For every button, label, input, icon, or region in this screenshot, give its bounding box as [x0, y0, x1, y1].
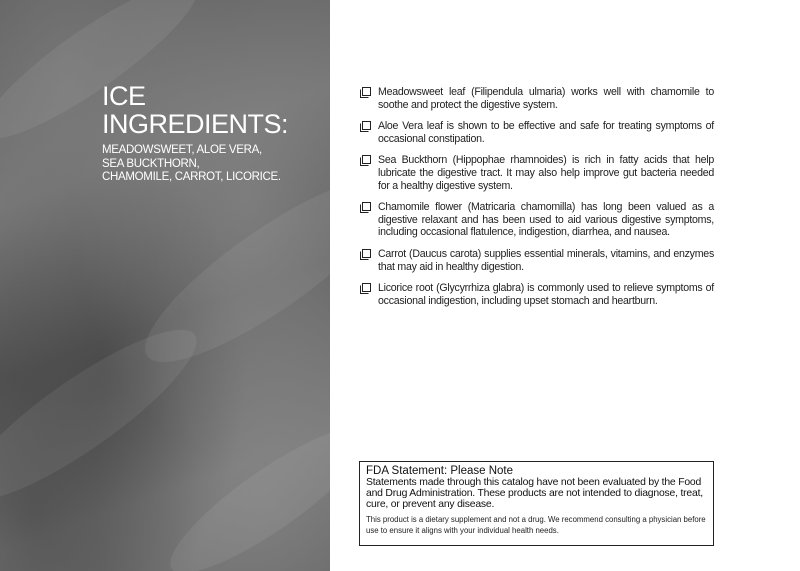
checkbox-icon [360, 155, 371, 166]
textured-side-panel [0, 0, 330, 571]
checkbox-icon [360, 249, 371, 260]
ingredient-summary [102, 144, 322, 185]
summary-line: SEA BUCKTHORN, [102, 157, 200, 170]
ingredient-text: Sea Buckthorn (Hippophae rhamnoides) is rich in fatty acids that help lubricate the digestive tract. It may also help improve gut bacteria needed for a healthy digestive system. [378, 154, 714, 192]
list-item [360, 248, 714, 273]
checkbox-icon [360, 87, 371, 98]
ingredient-text: Chamomile flower (Matricaria chamomilla) has long been valued as a digestive relaxant and has been used to aid various digestive symptoms, including occasional flatulence, indigestion, diarrhea, and nausea. [378, 201, 714, 239]
checkbox-icon [360, 202, 371, 213]
fda-statement-box [359, 461, 714, 546]
ingredient-text: Meadowsweet leaf (Filipendula ulmaria) works well with chamomile to soothe and protect the digestive system. [378, 86, 714, 111]
list-item [360, 154, 714, 192]
title-line-1: ICE [102, 81, 146, 111]
page-title [102, 82, 322, 138]
fda-disclaimer: This product is a dietary supplement and not a drug. We recommend consulting a physician before use to ensure it aligns with your individual health needs. [366, 515, 706, 535]
list-item [360, 201, 714, 239]
ingredient-text: Aloe Vera leaf is shown to be effective and safe for treating symptoms of occasional constipation. [378, 120, 714, 145]
fda-title: FDA Statement: Please Note [366, 465, 514, 477]
ingredient-text: Licorice root (Glycyrrhiza glabra) is commonly used to relieve symptoms of occasional indigestion, including upset stomach and heartburn. [378, 282, 714, 307]
summary-line: CHAMOMILE, CARROT, LICORICE. [102, 171, 281, 183]
list-item [360, 282, 714, 307]
list-item [360, 120, 714, 145]
fda-body: Statements made through this catalog have not been evaluated by the Food and Drug Administration. These products are not intended to diagnose, treat, cure, or prevent any disease. [366, 477, 703, 510]
checkbox-icon [360, 283, 371, 294]
list-item [360, 86, 714, 111]
ingredient-list [360, 86, 714, 316]
checkbox-icon [360, 121, 371, 132]
ingredient-text: Carrot (Daucus carota) supplies essential minerals, vitamins, and enzymes that may aid in healthy digestion. [378, 247, 714, 273]
summary-line: MEADOWSWEET, ALOE VERA, [102, 144, 262, 156]
title-line-2: INGREDIENTS: [102, 109, 289, 139]
